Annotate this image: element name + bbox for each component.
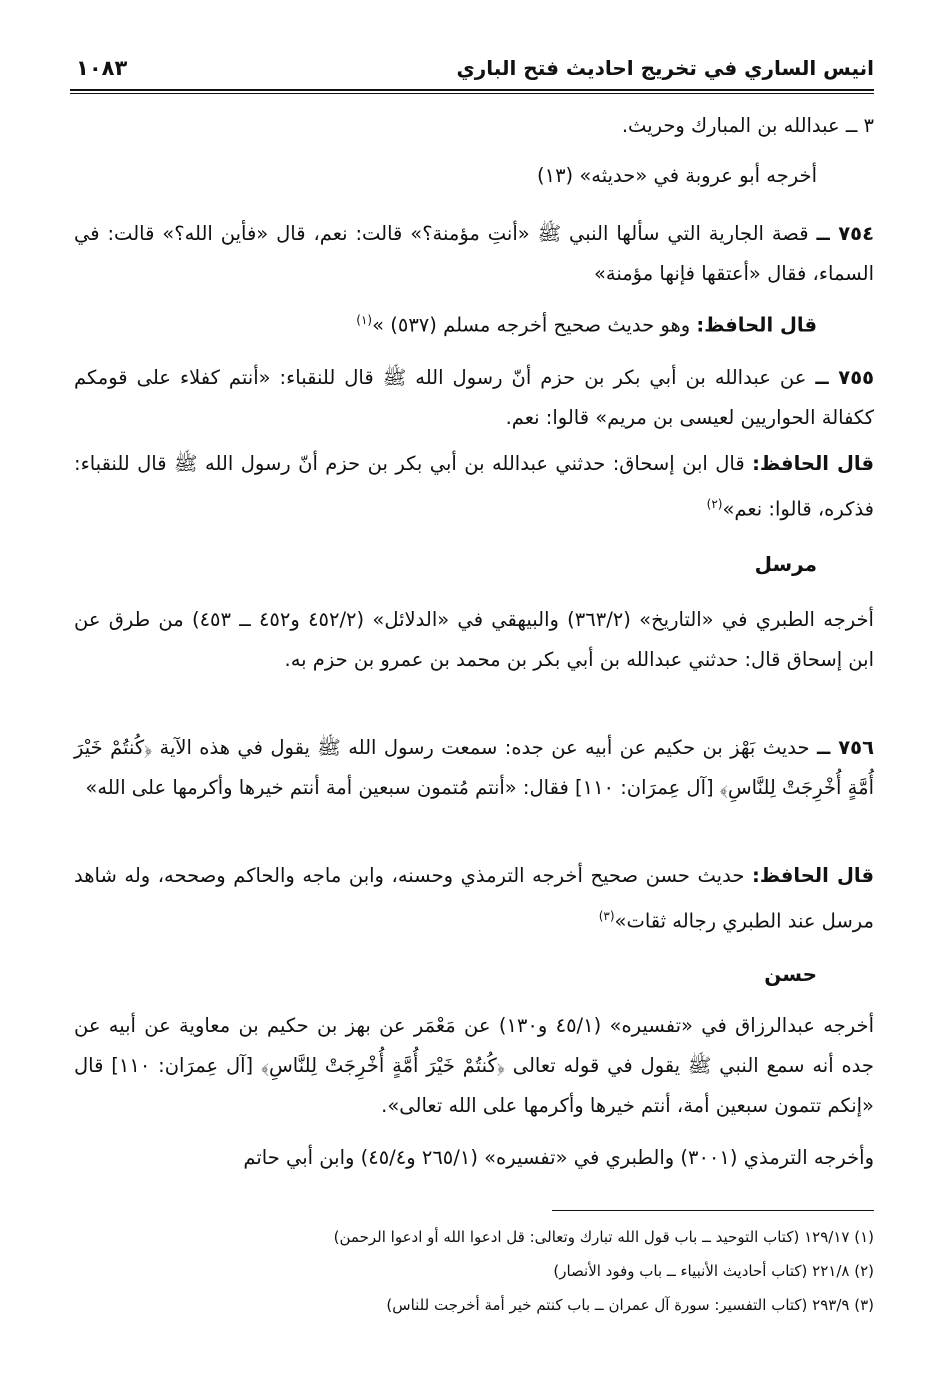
hadith-756 — [74, 728, 874, 808]
hadith-text: عن عبدالله بن أبي بكر بن حزم أنّ رسول الله ﷺ قال للنقباء: «أنتم كفلاء على قومكم ككفالة الحواريين لعيسى بن مريم» قالوا: نعم. — [74, 366, 874, 429]
footnote-1: (١) ١٢٩/١٧ (كتاب التوحيد ــ باب قول الله تبارك وتعالى: قل ادعوا الله أو ادعوا الرحمن) — [333, 1228, 874, 1246]
paragraph-takhrij-1 — [74, 156, 817, 196]
text: أخرجه أبو عروبة في «حديثه» (١٣) — [536, 164, 817, 187]
footnote-2: (٢) ٢٢١/٨ (كتاب أحاديث الأنبياء ــ باب وفود الأنصار) — [553, 1262, 874, 1280]
comment-text: حديث حسن صحيح أخرجه الترمذي وحسنه، وابن ماجه والحاكم وصححه، وله شاهد مرسل عند الطبري رجاله ثقات» — [74, 864, 874, 933]
paragraph-takhrij-2 — [74, 600, 874, 680]
hadith-text: حديث بَهْز بن حكيم عن أبيه عن جده: سمعت رسول الله ﷺ يقول في هذه الآية ﴿كُنتُمْ خَيْرَ أُمَّةٍ أُخْرِجَتْ لِلنَّاسِ﴾ [آل عِمرَان: ١١٠] فقال: «أنتم مُتمون سبعين أمة أنتم خيرها وأكرمها على الله» — [74, 736, 874, 799]
paragraph-takhrij-3 — [74, 1006, 874, 1126]
hadith-number: ٧٥٦ ــ — [816, 736, 874, 759]
hafiz-comment-1 — [74, 300, 817, 346]
header-rule — [70, 89, 874, 91]
paragraph-narrator-3 — [74, 106, 874, 146]
hadith-755 — [74, 358, 874, 438]
comment-text: قال ابن إسحاق: حدثني عبدالله بن أبي بكر بن حزم أنّ رسول الله ﷺ قال للنقباء: فذكره، قالوا: نعم» — [74, 452, 874, 521]
grading-mursal — [74, 544, 817, 584]
text: ٣ ــ عبدالله بن المبارك وحريث. — [621, 114, 874, 137]
grading-hasan — [74, 954, 817, 994]
running-header — [70, 56, 874, 90]
hafiz-label: قال الحافظ: — [752, 452, 874, 475]
footnote-ref: (١) — [356, 313, 373, 327]
hafiz-comment-3 — [74, 856, 874, 942]
hafiz-label: قال الحافظ: — [751, 864, 874, 887]
hadith-text: قصة الجارية التي سألها النبي ﷺ «أنتِ مؤمنة؟» قالت: نعم، قال «فأين الله؟» قالت: في السماء، فقال «أعتقها فإنها مؤمنة» — [74, 222, 874, 285]
book-title: انيس الساري في تخريج احاديث فتح الباري — [456, 56, 874, 80]
text: أخرجه الطبري في «التاريخ» (٣٦٣/٢) والبيهقي في «الدلائل» (٤٥٢/٢ و٤٥٢ ــ ٤٥٣) من طرق عن ابن إسحاق قال: حدثني عبدالله بن أبي بكر بن محمد بن عمرو بن حزم به. — [74, 608, 874, 671]
footnote-rule — [552, 1210, 874, 1211]
hadith-754 — [74, 214, 874, 294]
footnote-3: (٣) ٢٩٣/٩ (كتاب التفسير: سورة آل عمران ــ باب كنتم خير أمة أخرجت للناس) — [386, 1296, 874, 1314]
text: وأخرجه الترمذي (٣٠٠١) والطبري في «تفسيره» (٢٦٥/١ و٤٥/٤) وابن أبي حاتم — [243, 1146, 874, 1169]
text: أخرجه عبدالرزاق في «تفسيره» (٤٥/١ و١٣٠) عن مَعْمَر عن بهز بن حكيم بن معاوية عن أبيه عن جده أنه سمع النبي ﷺ يقول في قوله تعالى ﴿كُنتُمْ خَيْرَ أُمَّةٍ أُخْرِجَتْ لِلنَّاسِ﴾ [آل عِمرَان: ١١٠] قال «إنكم تتمون سبعين أمة، أنتم خيرها وأكرمها على الله تعالى». — [74, 1014, 874, 1117]
footnote-ref: (٣) — [598, 909, 615, 923]
paragraph-takhrij-4 — [74, 1138, 874, 1178]
footnote-ref: (٢) — [706, 497, 723, 511]
grading-text: حسن — [764, 962, 817, 986]
hadith-number: ٧٥٤ ــ — [816, 222, 874, 245]
comment-text: وهو حديث صحيح أخرجه مسلم (٥٣٧) » — [372, 313, 691, 337]
grading-text: مرسل — [754, 552, 817, 576]
hadith-number: ٧٥٥ ــ — [815, 366, 875, 389]
hafiz-comment-2 — [74, 444, 874, 530]
hafiz-label: قال الحافظ: — [696, 313, 817, 337]
header-rule-thin — [70, 93, 874, 94]
page-number: ١٠٨٣ — [76, 56, 128, 80]
